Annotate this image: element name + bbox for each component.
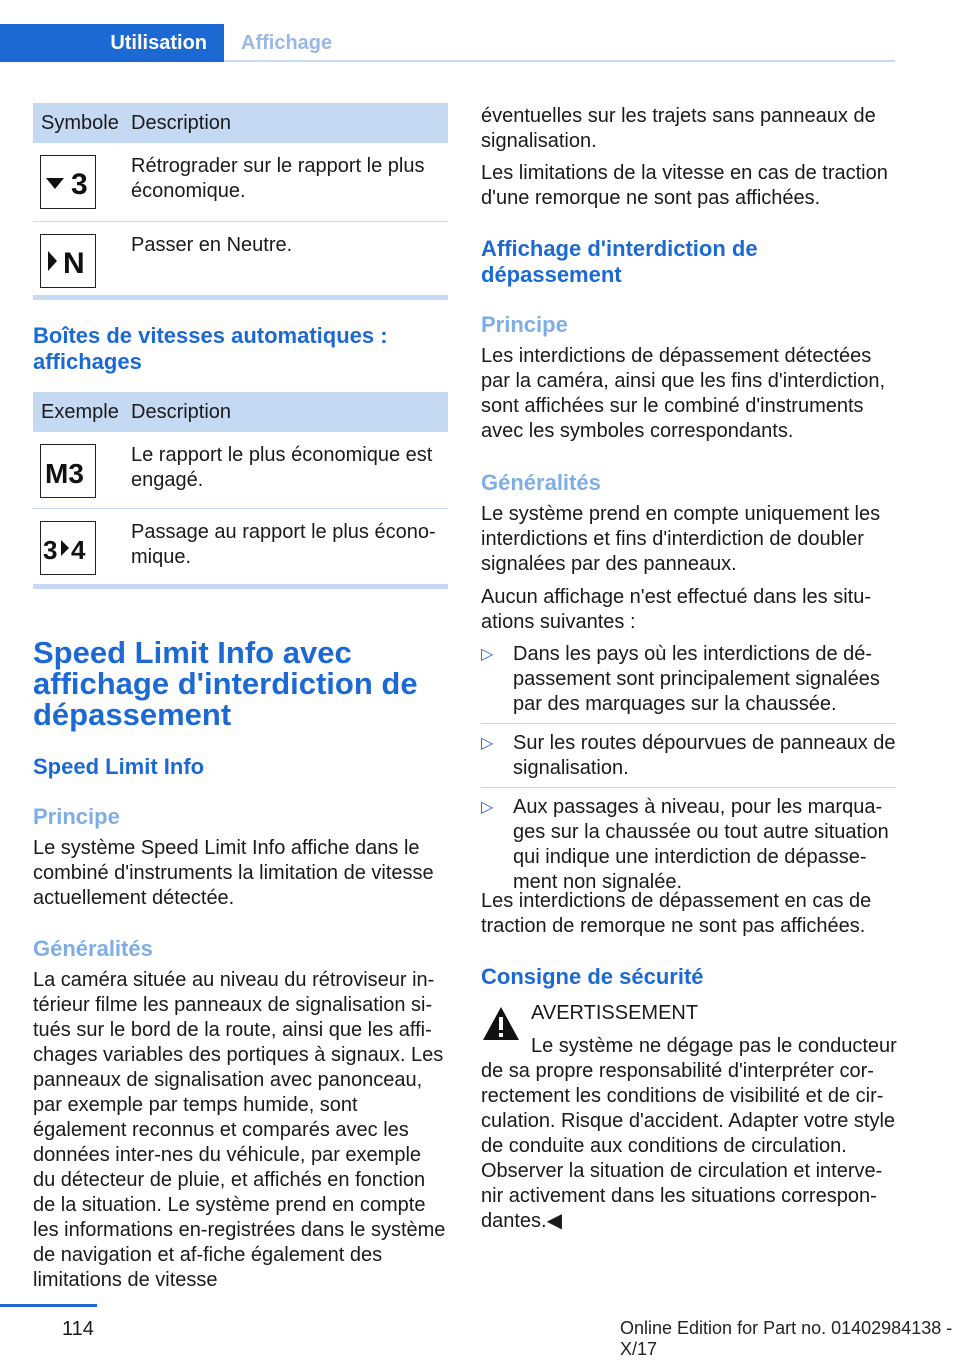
list-item: ▷ Sur les routes dépourvues de panneaux de signalisation.	[481, 731, 896, 788]
page-title: Speed Limit Info avec affichage d'interdiction de dépassement	[33, 635, 418, 732]
table-end-rule	[33, 584, 448, 589]
row-description: Passer en Neutre.	[131, 233, 293, 256]
bullet-arrow-icon: ▷	[481, 799, 494, 816]
table-end-rule	[33, 295, 448, 300]
svg-text:3: 3	[71, 168, 88, 201]
svg-text:M3: M3	[45, 458, 84, 489]
heading-principe: Principe	[481, 312, 568, 337]
heading-principe: Principe	[33, 804, 120, 829]
paragraph-trailer: Les limitations de la vitesse en cas de traction d'une remorque ne sont pas affichées.	[481, 162, 888, 209]
shift-3-to-4-icon	[40, 521, 96, 575]
paragraph-principe: Le système Speed Limit Info affiche dans le combiné d'instruments la limitation de vitesse actuellement détectée.	[33, 837, 434, 909]
heading-generalites: Généralités	[481, 470, 601, 495]
tab-affichage[interactable]: Affichage	[241, 31, 333, 54]
header-divider	[224, 60, 895, 62]
table-header-symbole: Symbole	[33, 103, 131, 143]
example-table	[33, 392, 448, 588]
section-heading-auto: Boîtes de vitesses automatiques : affichages	[33, 323, 388, 374]
row-description: Le rapport le plus économique est engagé.	[131, 432, 448, 508]
page-number: 114	[62, 1318, 94, 1340]
section-heading-overtaking: Affichage d'interdiction de dépassement	[481, 236, 758, 287]
shift-neutral-icon	[40, 234, 96, 288]
row-description: Passage au rapport le plus écono‐mique.	[131, 520, 436, 568]
gear-m3-icon	[40, 444, 96, 498]
table-row	[33, 508, 448, 588]
svg-text:4: 4	[71, 534, 86, 565]
paragraph-principe: Les interdictions de dépassement détectées par la caméra, ainsi que les fins d'interdiction, sont affichées sur le combiné d'instruments avec les symboles correspondants.	[481, 345, 886, 442]
row-description: Rétrograder sur le rapport le plus économique.	[131, 143, 448, 221]
svg-text:N: N	[63, 246, 85, 280]
downshift-3-icon	[40, 155, 96, 209]
warning-label: AVERTISSEMENT	[531, 1002, 699, 1024]
list-item: ▷ Aux passages à niveau, pour les marqua‐ges sur la chaussée ou tout autre situation qui indique une interdiction de dépasse‐ment non signalée.	[481, 796, 889, 893]
heading-safety: Consigne de sécurité	[481, 964, 704, 989]
table-row	[33, 432, 448, 508]
symbol-table	[33, 103, 448, 299]
paragraph-continuation: éventuelles sur les trajets sans panneaux de signalisation.	[481, 105, 876, 152]
table-header-description: Description	[131, 103, 448, 143]
header-tabs	[0, 24, 895, 62]
heading-generalites: Généralités	[33, 936, 153, 961]
bullet-arrow-icon: ▷	[481, 646, 494, 663]
paragraph-trailer-overtaking: Les interdictions de dépassement en cas de traction de remorque ne sont pas affichées.	[481, 890, 872, 937]
table-row	[33, 143, 448, 221]
warning-triangle-icon	[481, 1005, 521, 1043]
tab-utilisation[interactable]: Utilisation	[0, 24, 224, 62]
svg-text:3: 3	[43, 534, 58, 565]
paragraph-generalites: La caméra située au niveau du rétroviseur in‐térieur filme les panneaux de signalisation si‐tués sur le bord de la route, ainsi que les affi‐chages variables des portiques à signaux. Les panneaux de signalisation avec panonceau, par exemple par temps humide, sont également reconnus et comparés avec les données inter‐nes du véhicule, par exemple du détecteur de pluie, et affichés en fonction de la situation. Le système prend en compte les informations en‐registrées dans le système de navigation et af‐fiche également des limitations de vitesse	[33, 969, 446, 1291]
table-header-description: Description	[131, 392, 448, 432]
warning-first-line: Le système ne dégage pas le conducteur	[531, 1035, 897, 1057]
table-row	[33, 221, 448, 299]
sub-heading-speed-limit-info: Speed Limit Info	[33, 754, 205, 779]
warning-text: de sa propre responsabilité d'interpréter cor‐rectement les conditions de visibilité et de cir‐culation. Risque d'accident. Adapter votre style de conduite aux conditions de circulation. Observer la situation de circulation et interve‐nir activement dans les situations correspon‐dantes.◀	[481, 1060, 896, 1232]
footer-rule	[0, 1304, 97, 1307]
situations-list	[481, 642, 896, 901]
bullet-arrow-icon: ▷	[481, 735, 494, 752]
paragraph-generalites: Le système prend en compte uniquement les interdictions et fins d'interdiction de doubler signalées par des panneaux.	[481, 503, 881, 575]
edition-note: Online Edition for Part no. 01402984138 - X/17	[620, 1318, 953, 1359]
table-header-exemple: Exemple	[33, 392, 131, 432]
paragraph-situations: Aucun affichage n'est effectué dans les situ‐ations suivantes :	[481, 586, 871, 633]
list-item: ▷ Dans les pays où les interdictions de dé‐passement sont principalement signalées par des marquages sur la chaussée.	[481, 642, 896, 724]
